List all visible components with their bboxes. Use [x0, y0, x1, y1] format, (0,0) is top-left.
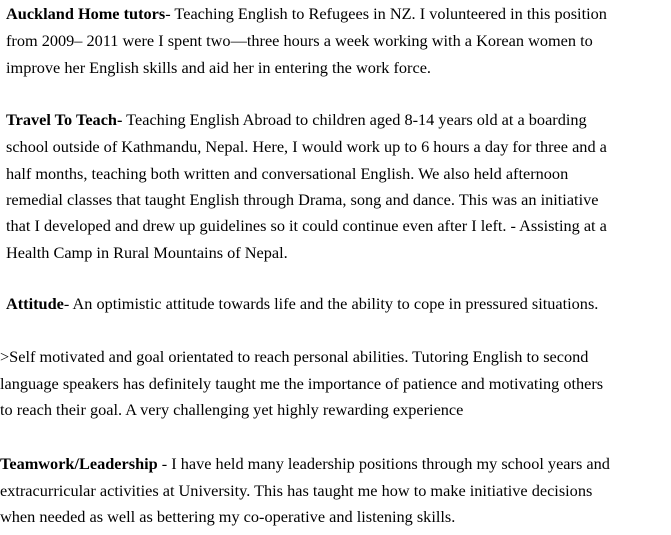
paragraph-text: remedial classes that taught English through Drama, song and dance. This was an initiative	[6, 190, 599, 209]
paragraph-line	[6, 190, 598, 210]
section-heading-attitude: Attitude	[6, 294, 64, 313]
paragraph-text: when needed as well as bettering my co-operative and listening skills.	[0, 507, 456, 526]
paragraph-line	[0, 347, 588, 367]
paragraph-line	[6, 164, 568, 184]
paragraph-text: that I developed and drew up guidelines so it could continue even after I left. - Assisting at a	[6, 216, 607, 235]
paragraph-line	[0, 400, 463, 420]
paragraph-line	[0, 374, 603, 394]
paragraph-line	[6, 110, 587, 130]
section-heading-auckland: Auckland Home tutors	[6, 4, 166, 23]
paragraph-line	[0, 454, 610, 474]
paragraph-line	[0, 507, 455, 527]
paragraph-text: from 2009– 2011 were I spent two—three hours a week working with a Korean women to	[6, 31, 593, 50]
paragraph-line	[6, 4, 607, 24]
paragraph-text: to reach their goal. A very challenging yet highly rewarding experience	[0, 400, 464, 419]
paragraph-text: - Teaching English to Refugees in NZ. I volunteered in this position	[165, 4, 607, 23]
paragraph-line	[0, 481, 592, 501]
paragraph-text: - An optimistic attitude towards life and the ability to cope in pressured situations.	[63, 294, 599, 313]
paragraph-text: improve her English skills and aid her in entering the work force.	[6, 58, 432, 77]
paragraph-text: extracurricular activities at University. This has taught me how to make initiative decisions	[0, 481, 593, 500]
paragraph-line	[6, 294, 598, 314]
paragraph-text: language speakers has definitely taught me the importance of patience and motivating others	[0, 374, 604, 393]
paragraph-text: half months, teaching both written and conversational English. We also held afternoon	[6, 164, 569, 183]
paragraph-line	[6, 243, 288, 263]
section-heading-travel: Travel To Teach-	[6, 110, 123, 129]
paragraph-text: Teaching English Abroad to children aged 8-14 years old at a boarding	[122, 110, 587, 129]
paragraph-line	[6, 31, 593, 51]
paragraph-line	[6, 137, 607, 157]
paragraph-text: school outside of Kathmandu, Nepal. Here, I would work up to 6 hours a day for three and a	[6, 137, 607, 156]
paragraph-line	[6, 58, 431, 78]
paragraph-text: >Self motivated and goal orientated to reach personal abilities. Tutoring English to second	[0, 347, 589, 366]
paragraph-line	[6, 216, 607, 236]
paragraph-text: - I have held many leadership positions through my school years and	[157, 454, 610, 473]
section-heading-teamwork: Teamwork/Leadership	[0, 454, 158, 473]
paragraph-text: Health Camp in Rural Mountains of Nepal.	[6, 243, 288, 262]
